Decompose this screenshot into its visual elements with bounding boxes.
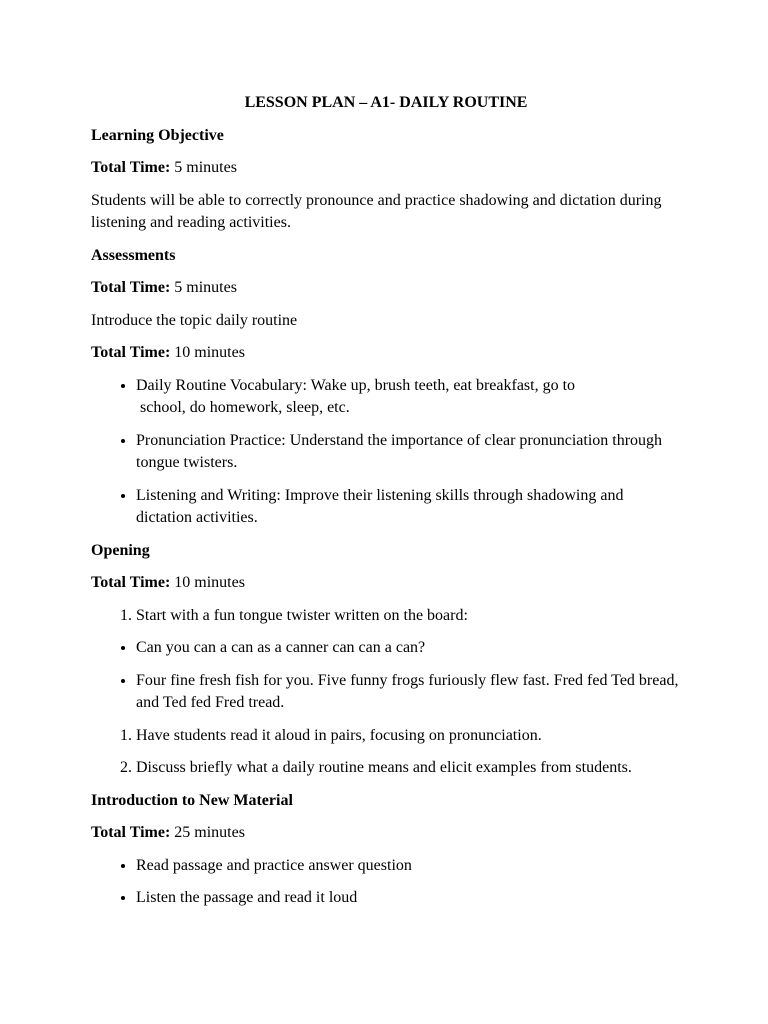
list-item: • Four fine fresh fish for you. Five funny frogs furiously flew fast. Fred fed Ted bread, and Ted fed Fred tread.: [136, 670, 681, 715]
learning-objective-heading: Learning Objective: [91, 126, 224, 144]
opening-time: [91, 572, 681, 595]
list-item: • Pronunciation Practice: Understand the importance of clear pronunciation through tongue twisters.: [136, 430, 681, 475]
time-value: 10 minutes: [174, 574, 245, 591]
opening-steps-list-2: [91, 725, 681, 780]
tongue-twister-list: [91, 637, 681, 715]
time-value: 5 minutes: [174, 159, 237, 176]
total-time-label: Total Time:: [91, 824, 171, 841]
new-material-heading: Introduction to New Material: [91, 791, 293, 809]
list-item: • Listening and Writing: Improve their listening skills through shadowing and dictation activities.: [136, 485, 681, 530]
document-content: [91, 92, 681, 920]
assessments-time: [91, 277, 681, 300]
assessments-heading: Assessments: [91, 246, 176, 264]
total-time-label: Total Time:: [91, 344, 171, 361]
list-item: 1. Have students read it aloud in pairs, focusing on pronunciation.: [136, 725, 681, 748]
learning-objective-time: [91, 157, 681, 180]
new-material-list: [91, 855, 681, 910]
total-time-label: Total Time:: [91, 159, 171, 176]
time-value: 25 minutes: [174, 824, 245, 841]
list-item: • Listen the passage and read it loud: [136, 887, 681, 910]
assessments-time-2: [91, 342, 681, 365]
time-value: 10 minutes: [174, 344, 245, 361]
learning-objective-text: Students will be able to correctly pronounce and practice shadowing and dictation during listening and reading activities.: [91, 191, 662, 231]
assessments-list: [91, 375, 681, 530]
new-material-time: [91, 822, 681, 845]
opening-steps-list-1: [91, 605, 681, 628]
list-item: 2. Discuss briefly what a daily routine means and elicit examples from students.: [136, 757, 681, 780]
list-item: • Read passage and practice answer question: [136, 855, 681, 878]
opening-heading: Opening: [91, 541, 150, 559]
time-value: 5 minutes: [174, 279, 237, 296]
list-item: 1. Start with a fun tongue twister written on the board:: [136, 605, 681, 628]
document-title: LESSON PLAN – A1- DAILY ROUTINE: [244, 94, 528, 111]
list-item: • Daily Routine Vocabulary: Wake up, brush teeth, eat breakfast, go to school, do homework, sleep, etc.: [136, 375, 681, 420]
total-time-label: Total Time:: [91, 279, 171, 296]
assessments-text: Introduce the topic daily routine: [91, 311, 298, 329]
list-item: • Can you can a can as a canner can can a can?: [136, 637, 681, 660]
total-time-label: Total Time:: [91, 574, 171, 591]
